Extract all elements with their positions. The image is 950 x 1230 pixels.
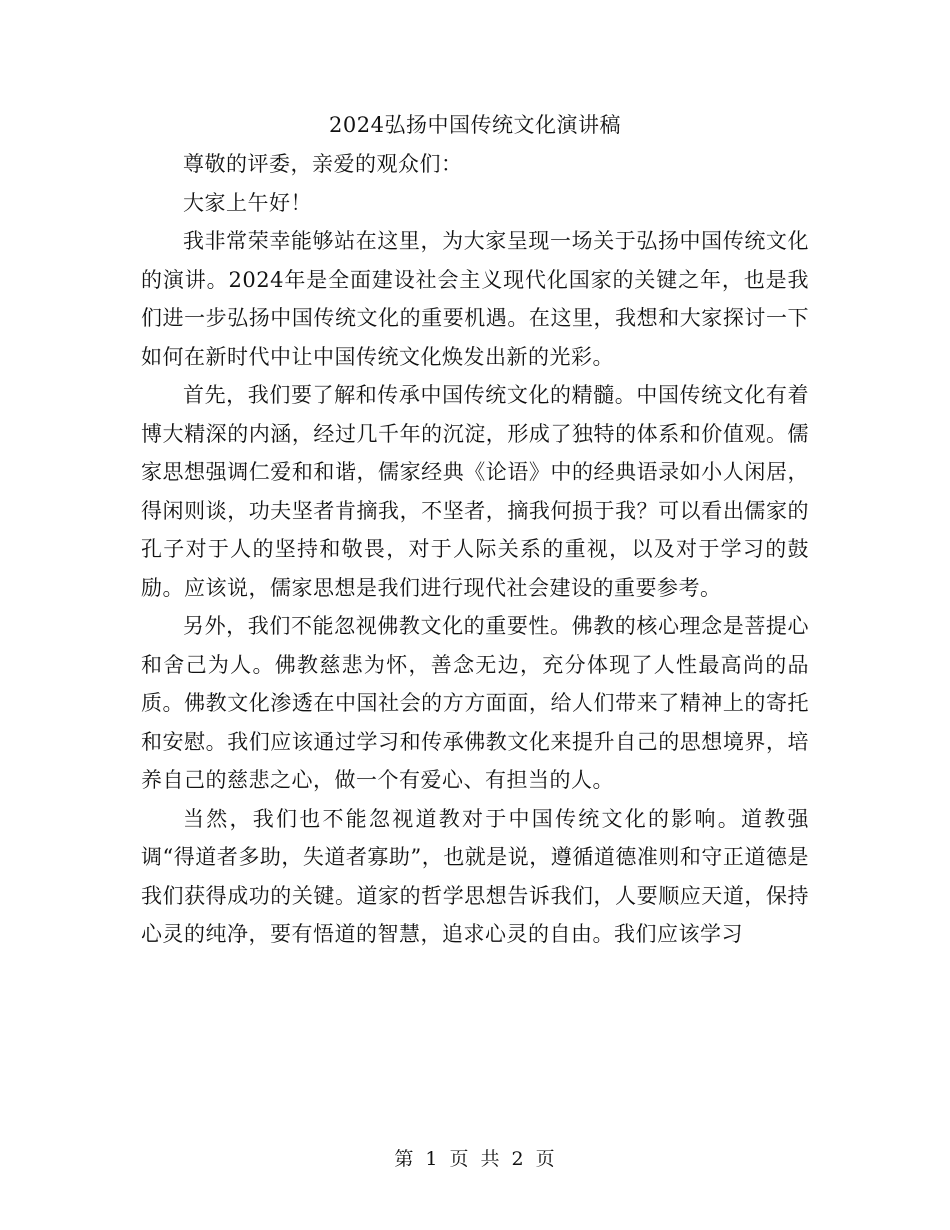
paragraph-confucianism: 首先，我们要了解和传承中国传统文化的精髓。中国传统文化有着博大精深的内涵，经过几千年的沉淀，形成了独特的体系和价值观。儒家思想强调仁爱和和谐，儒家经典《论语》中的经典语录如小人闲居，得闲则谈，功夫坚者肯摘我，不坚者，摘我何损于我？可以看出儒家的孔子对于人的坚持和敬畏，对于人际关系的重视，以及对于学习的鼓励。应该说，儒家思想是我们进行现代社会建设的重要参考。 <box>141 383 809 600</box>
paragraph-intro: 我非常荣幸能够站在这里，为大家呈现一场关于弘扬中国传统文化的演讲。2024年是全面建设社会主义现代化国家的关键之年，也是我们进一步弘扬中国传统文化的重要机遇。在这里，我想和大家探讨一下如何在新时代中让中国传统文化焕发出新的光彩。 <box>141 229 809 369</box>
page-number-footer: 第 1 页 共 2 页 <box>394 1148 556 1170</box>
document-title: 2024弘扬中国传统文化演讲稿 <box>329 113 621 137</box>
paragraph-taoism: 当然，我们也不能忽视道教对于中国传统文化的影响。道教强调“得道者多助，失道者寡助”，也就是说，遵循道德准则和守正道德是我们获得成功的关键。道家的哲学思想告诉我们，人要顺应天道，保持心灵的纯净，要有悟道的智慧，追求心灵的自由。我们应该学习 <box>141 806 809 946</box>
paragraph-salutation: 尊敬的评委，亲爱的观众们： <box>183 152 463 176</box>
paragraph-buddhism: 另外，我们不能忽视佛教文化的重要性。佛教的核心理念是菩提心和舍己为人。佛教慈悲为怀，善念无边，充分体现了人性最高尚的品质。佛教文化渗透在中国社会的方方面面，给人们带来了精神上的寄托和安慰。我们应该通过学习和传承佛教文化来提升自己的思想境界，培养自己的慈悲之心，做一个有爱心、有担当的人。 <box>141 614 809 792</box>
paragraph-greeting: 大家上午好！ <box>183 190 312 215</box>
document-body <box>141 145 809 954</box>
